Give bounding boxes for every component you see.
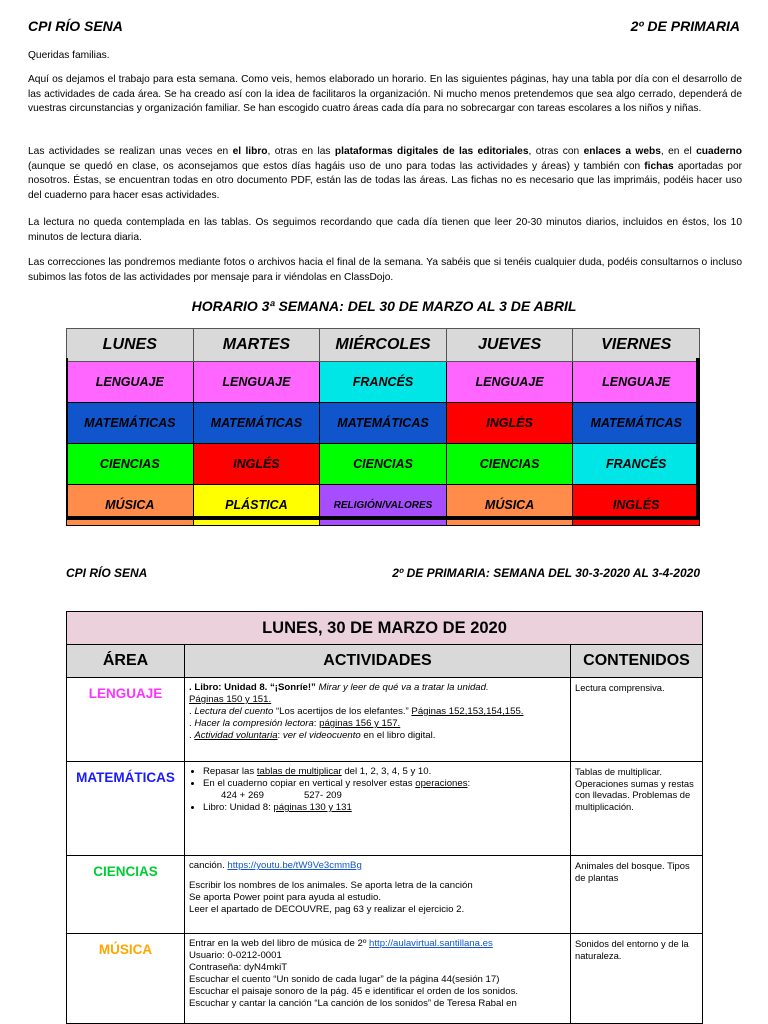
schedule-cell: LENGUAJE xyxy=(67,362,194,403)
schedule-row xyxy=(67,444,700,485)
schedule-cell: FRANCÉS xyxy=(320,362,447,403)
week-label: 2º DE PRIMARIA: SEMANA DEL 30-3-2020 AL 3-4-2020 xyxy=(392,566,700,580)
area-matematicas: MATEMÁTICAS xyxy=(67,762,185,856)
schedule-cell: RELIGIÓN/VALORES xyxy=(320,485,447,526)
schedule-cell: FRANCÉS xyxy=(573,444,700,485)
row-musica xyxy=(67,934,703,1024)
schedule-row xyxy=(67,403,700,444)
contents-matematicas: Tablas de multiplicar. Operaciones sumas y restas con llevadas. Problemas de multiplicación. xyxy=(571,762,703,856)
schedule-cell: MATEMÁTICAS xyxy=(320,403,447,444)
schedule-cell: LENGUAJE xyxy=(193,362,320,403)
area-ciencias: CIENCIAS xyxy=(67,856,185,934)
activities-musica: Entrar en la web del libro de música de 2º http://aulavirtual.santillana.es Usuario: 0-0212-0001 Contraseña: dyN4mkiT Escuchar el cuento “Un sonido de cada lugar” de la página 44(sesión 17) Escuchar el paisaje sonoro de la pág. 45 e identificar el orden de los sonidos. Escuchar y cantar la canción “La canción de los sonidos” de Teresa Rabal en xyxy=(185,934,571,1024)
schedule-cell: INGLÉS xyxy=(193,444,320,485)
grade-label: 2º DE PRIMARIA xyxy=(630,18,740,34)
schedule-table xyxy=(66,328,700,526)
school-name-2: CPI RÍO SENA xyxy=(66,566,148,580)
schedule-cell: LENGUAJE xyxy=(446,362,573,403)
schedule-header-row xyxy=(67,329,700,362)
schedule-cell: INGLÉS xyxy=(573,485,700,526)
school-name: CPI RÍO SENA xyxy=(28,18,123,34)
col-activities-header: ACTIVIDADES xyxy=(185,645,571,678)
monday-table xyxy=(66,611,703,1024)
schedule-cell: MÚSICA xyxy=(67,485,194,526)
col-contents-header: CONTENIDOS xyxy=(571,645,703,678)
contents-lenguaje: Lectura comprensiva. xyxy=(571,678,703,762)
day-title: LUNES, 30 DE MARZO DE 2020 xyxy=(67,612,703,645)
day-header-0: LUNES xyxy=(67,329,194,362)
activities-ciencias: canción. https://youtu.be/tW9Ve3cmmBg Escribir los nombres de los animales. Se aporta letra de la canción Se aporta Power point para ayuda al estudio. Leer el apartado de DECOUVRE, pag 63 y realizar el ejercicio 2. xyxy=(185,856,571,934)
schedule-title: HORARIO 3ª SEMANA: DEL 30 DE MARZO AL 3 DE ABRIL xyxy=(191,298,577,314)
day-header-1: MARTES xyxy=(193,329,320,362)
row-ciencias xyxy=(67,856,703,934)
schedule-row xyxy=(67,362,700,403)
schedule-body xyxy=(67,362,700,526)
schedule-cell: MÚSICA xyxy=(446,485,573,526)
day-header-2: MIÉRCOLES xyxy=(320,329,447,362)
activities-lenguaje: . Libro: Unidad 8. “¡Sonríe!” Mirar y leer de qué va a tratar la unidad. Páginas 150 y 151. . Lectura del cuento “Los acertijos de los elefantes.” Páginas 152,153,154,155. . Hacer la compresión lectora: páginas 156 y 157. . Actividad voluntaria: ver el videocuento en el libro digital. xyxy=(185,678,571,762)
row-matematicas xyxy=(67,762,703,856)
schedule-row xyxy=(67,485,700,526)
schedule-cell: MATEMÁTICAS xyxy=(67,403,194,444)
schedule-cell: MATEMÁTICAS xyxy=(193,403,320,444)
day-header-3: JUEVES xyxy=(446,329,573,362)
area-lenguaje: LENGUAJE xyxy=(67,678,185,762)
intro-paragraph-2: Las actividades se realizan unas veces en el libro, otras en las plataformas digitales de las editoriales, otras con enlaces a webs, en el cuaderno (aunque se quedó en clase, os aconsejamos que estos días hagáis uso de uno para todas las actividades y áreas) y también con fichas aportadas por nosotros. Éstas, se encuentran todas en otro documento PDF, están las de todas las áreas. Las fichas no es necesario que las imprimáis, podéis hacer uso del cuaderno para hacer esas actividades. xyxy=(28,146,743,201)
activities-matematicas: • Repasar las tablas de multiplicar del 1, 2, 3, 4, 5 y 10. • En el cuaderno copiar en vertical y resolver estas operaciones: 424 + 269 527- 209 • Libro: Unidad 8: páginas 130 y 131 xyxy=(185,762,571,856)
area-musica: MÚSICA xyxy=(67,934,185,1024)
intro-paragraph-4: Las correcciones las pondremos mediante fotos o archivos hacia el final de la semana. Ya sabéis que si tenéis cualquier duda, podéis consultarnos o incluso subimos las fotos de las actividades por mensaje para ir viéndolas en ClassDojo. xyxy=(28,257,742,283)
schedule-cell: CIENCIAS xyxy=(67,444,194,485)
schedule-cell: CIENCIAS xyxy=(446,444,573,485)
greeting: Queridas familias. xyxy=(28,50,110,61)
contents-ciencias: Animales del bosque. Tipos de plantas xyxy=(571,856,703,934)
schedule-cell: CIENCIAS xyxy=(320,444,447,485)
row-lenguaje xyxy=(67,678,703,762)
schedule-cell: MATEMÁTICAS xyxy=(573,403,700,444)
schedule-cell: PLÁSTICA xyxy=(193,485,320,526)
intro-paragraph-1: Aquí os dejamos el trabajo para esta semana. Como veis, hemos elaborado un horario. En las siguientes páginas, hay una tabla por día con el desarrollo de las actividades de cada área. Se ha creado así con la idea de facilitaros la organización. Ni mucho menos pretendemos que sea algo cerrado, dependerá de vuestras circunstancias y organización familiar. Se han escogido cuatro áreas cada día para no sobrecargar con tareas escolares a los niños y niñas. xyxy=(28,74,742,114)
santillana-link[interactable]: http://aulavirtual.santillana.es xyxy=(369,938,493,949)
schedule-cell: LENGUAJE xyxy=(573,362,700,403)
day-header-4: VIERNES xyxy=(573,329,700,362)
page-header xyxy=(28,18,740,34)
song-link[interactable]: https://youtu.be/tW9Ve3cmmBg xyxy=(227,860,362,871)
page-header-2 xyxy=(66,566,700,580)
intro-paragraph-3: La lectura no queda contemplada en las tablas. Os seguimos recordando que cada día tienen que leer 20-30 minutos diarios, incluidos en éstos, los 10 minutos de lectura diaria. xyxy=(28,217,742,243)
contents-musica: Sonidos del entorno y de la naturaleza. xyxy=(571,934,703,1024)
col-area-header: ÁREA xyxy=(67,645,185,678)
schedule-cell: INGLÉS xyxy=(446,403,573,444)
